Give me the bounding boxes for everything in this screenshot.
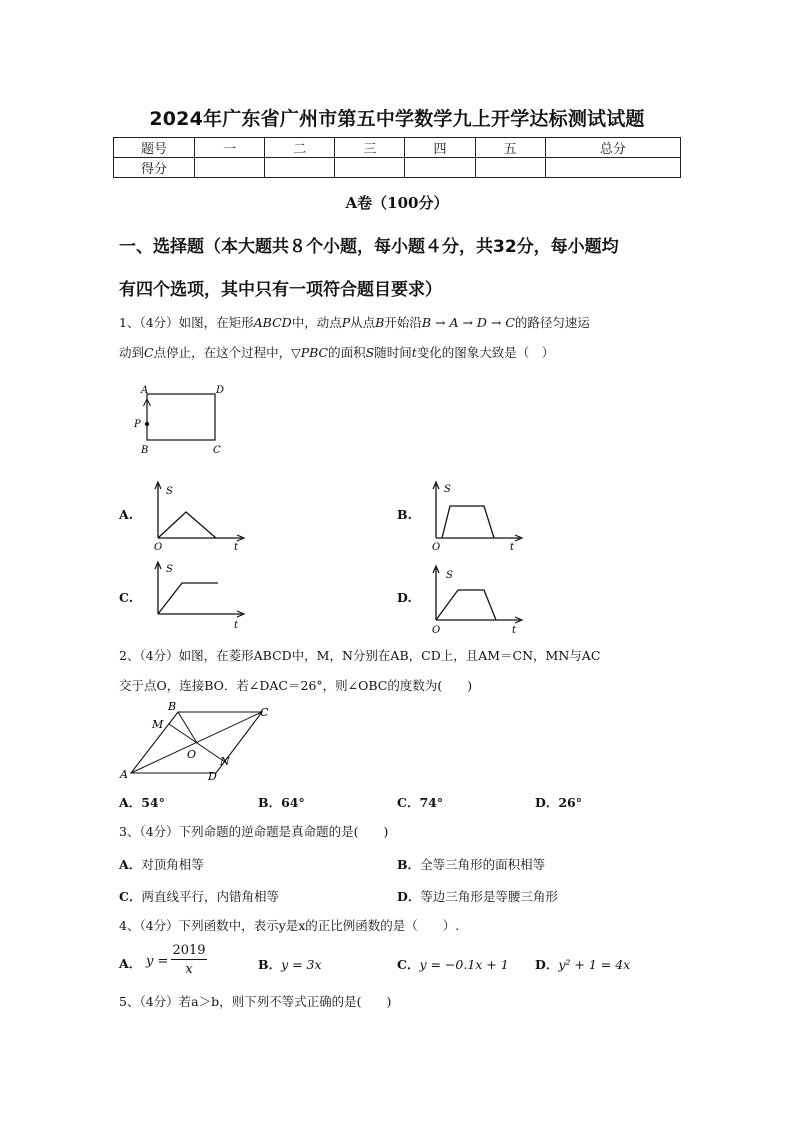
axis-label-s: S	[166, 486, 173, 497]
q1-text: 开始沿	[384, 315, 422, 330]
option-label: C．	[397, 795, 420, 810]
score-table-cell: 得分	[114, 158, 195, 178]
label-o: O	[187, 748, 197, 761]
score-table-cell: 一	[195, 138, 265, 158]
q4-option-b[interactable]	[258, 954, 322, 973]
fraction-denominator: x	[185, 962, 193, 977]
option-text: 全等三角形的面积相等	[420, 857, 546, 872]
option-label: C．	[119, 889, 142, 904]
q2-rhombus-figure	[117, 698, 287, 784]
q2-stem-line1: 2、（4分）如图，在菱形ABCD中，M，N分别在AB，CD上，且AM＝CN，MN与AC	[119, 648, 601, 663]
label-d: D	[216, 385, 225, 396]
q1-option-c-graph[interactable]	[150, 558, 250, 630]
graph-curve	[158, 583, 218, 614]
q1-text: 1、（4分）如图，在矩形	[119, 315, 254, 330]
fraction-lhs: y =	[146, 954, 169, 969]
label-n: N	[220, 755, 230, 768]
option-label: D．	[535, 957, 559, 972]
axis-label-t: t	[234, 620, 239, 630]
q1-math: S	[365, 345, 375, 360]
label-b: B	[141, 445, 149, 456]
q1-text: 变化的图象大致是（ ）	[416, 345, 555, 360]
q4-option-d[interactable]	[535, 954, 630, 973]
q1-option-a-label[interactable]: A.	[119, 507, 134, 522]
q2-option-a[interactable]	[119, 792, 165, 811]
q2-option-b[interactable]	[258, 792, 305, 811]
q2-option-d[interactable]	[535, 792, 582, 811]
q1-text: 中，动点	[291, 315, 342, 330]
graph-curve	[158, 512, 216, 538]
score-table-cell: 三	[335, 138, 405, 158]
axis-label-t: t	[510, 542, 515, 550]
section1-heading-line1: 一、选择题（本大题共８个小题，每小题４分，共32分，每小题均	[119, 237, 619, 257]
option-label: D．	[397, 889, 421, 904]
option-label: A．	[119, 956, 142, 971]
label-d: D	[208, 770, 217, 783]
q1-stem-line2	[119, 343, 689, 363]
label-m: M	[152, 718, 164, 731]
q3-stem: 3、（4分）下列命题的逆命题是真命题的是( )	[119, 824, 389, 839]
score-table-cell: 题号	[114, 138, 195, 158]
q1-text: 点停止，在这个过程中，	[153, 345, 292, 360]
q3-option-b[interactable]	[397, 854, 545, 873]
q3-option-d[interactable]	[397, 886, 558, 905]
q3-option-c[interactable]	[119, 886, 279, 905]
score-input-cell[interactable]	[195, 158, 265, 178]
q1-text: 随时间	[374, 345, 412, 360]
rectangle-abcd	[147, 394, 215, 440]
q1-option-b-label[interactable]: B.	[397, 507, 412, 522]
option-label: B．	[258, 957, 282, 972]
score-table-cell: 二	[265, 138, 335, 158]
q1-text: 从点	[350, 315, 376, 330]
q5-stem: 5、（4分）若a＞b，则下列不等式正确的是( )	[119, 994, 392, 1009]
q3-option-a[interactable]	[119, 854, 204, 873]
section-a-heading: A卷（100分）	[345, 194, 449, 212]
axis-label-o: O	[432, 542, 441, 550]
axis-label-s: S	[166, 564, 173, 575]
option-text: 两直线平行，内错角相等	[141, 889, 279, 904]
point-p-dot	[145, 422, 149, 426]
option-math: y = 3x	[281, 957, 322, 972]
score-table-header-row	[114, 138, 681, 158]
option-label: B．	[397, 857, 421, 872]
label-c: C	[213, 445, 221, 456]
label-a: A	[120, 768, 128, 781]
q1-math: B	[375, 315, 385, 330]
score-table-cell: 四	[405, 138, 475, 158]
score-input-cell[interactable]	[405, 158, 475, 178]
graph-curve	[436, 590, 496, 620]
score-table-cell: 总分	[545, 138, 680, 158]
score-input-cell[interactable]	[475, 158, 545, 178]
option-text: 54°	[141, 795, 165, 810]
q1-math: t	[411, 345, 417, 360]
option-label: C．	[397, 957, 420, 972]
label-a: A	[141, 385, 149, 396]
q1-math: ▽PBC	[291, 345, 329, 360]
option-text: 26°	[558, 795, 582, 810]
q1-math: C	[144, 345, 154, 360]
q1-stem-line1	[119, 313, 689, 333]
option-label: B．	[258, 795, 282, 810]
option-math: y = −0.1x + 1	[419, 957, 509, 972]
option-text: 74°	[419, 795, 444, 810]
score-table-cell: 五	[475, 138, 545, 158]
q1-option-a-graph[interactable]	[150, 478, 250, 550]
axis-label-s: S	[446, 570, 453, 581]
option-math: y² + 1 = 4x	[558, 957, 631, 972]
option-label: A．	[119, 857, 142, 872]
option-label: D．	[535, 795, 559, 810]
q1-option-b-graph[interactable]	[428, 478, 528, 550]
segment-bo	[178, 712, 197, 743]
axis-label-o: O	[432, 625, 441, 636]
q1-rectangle-figure	[125, 380, 235, 460]
axis-label-o: O	[154, 542, 163, 550]
section1-heading-line2: 有四个选项，其中只有一项符合题目要求）	[119, 280, 442, 300]
q2-option-c[interactable]	[397, 792, 443, 811]
axis-label-t: t	[234, 542, 239, 550]
q1-text: 的面积	[328, 345, 366, 360]
score-table-score-row	[114, 158, 681, 178]
label-c: C	[260, 706, 269, 719]
fraction-numerator: 2019	[172, 943, 206, 958]
option-text: 等边三角形是等腰三角形	[420, 889, 558, 904]
axis-label-s: S	[444, 484, 451, 495]
label-b: B	[168, 700, 177, 713]
q1-text: 动到	[119, 345, 145, 360]
page-title: 2024年广东省广州市第五中学数学九上开学达标测试试题	[149, 108, 645, 130]
q4-stem: 4、（4分）下列函数中，表示y是x的正比例函数的是（ ）.	[119, 918, 460, 933]
option-label: A．	[119, 795, 142, 810]
score-input-cell[interactable]	[545, 158, 680, 178]
q4-option-c[interactable]	[397, 954, 509, 973]
q2-stem-line2: 交于点O，连接BO．若∠DAC＝26°，则∠OBC的度数为( )	[119, 678, 473, 693]
q1-option-c-label[interactable]: C.	[119, 590, 134, 605]
q1-option-d-label[interactable]: D.	[397, 590, 412, 605]
q1-math: ABCD	[253, 315, 292, 330]
q1-math: B → A → D → C	[421, 315, 515, 330]
q1-text: 的路径匀速运	[514, 315, 590, 330]
score-input-cell[interactable]	[265, 158, 335, 178]
axis-label-t: t	[512, 625, 517, 636]
graph-curve	[442, 506, 494, 538]
option-text: 64°	[281, 795, 305, 810]
option-text: 对顶角相等	[141, 857, 204, 872]
label-p: P	[134, 419, 141, 430]
q1-option-d-graph[interactable]	[428, 562, 528, 638]
score-input-cell[interactable]	[335, 158, 405, 178]
score-table	[113, 137, 681, 178]
q1-math: P	[341, 315, 351, 330]
